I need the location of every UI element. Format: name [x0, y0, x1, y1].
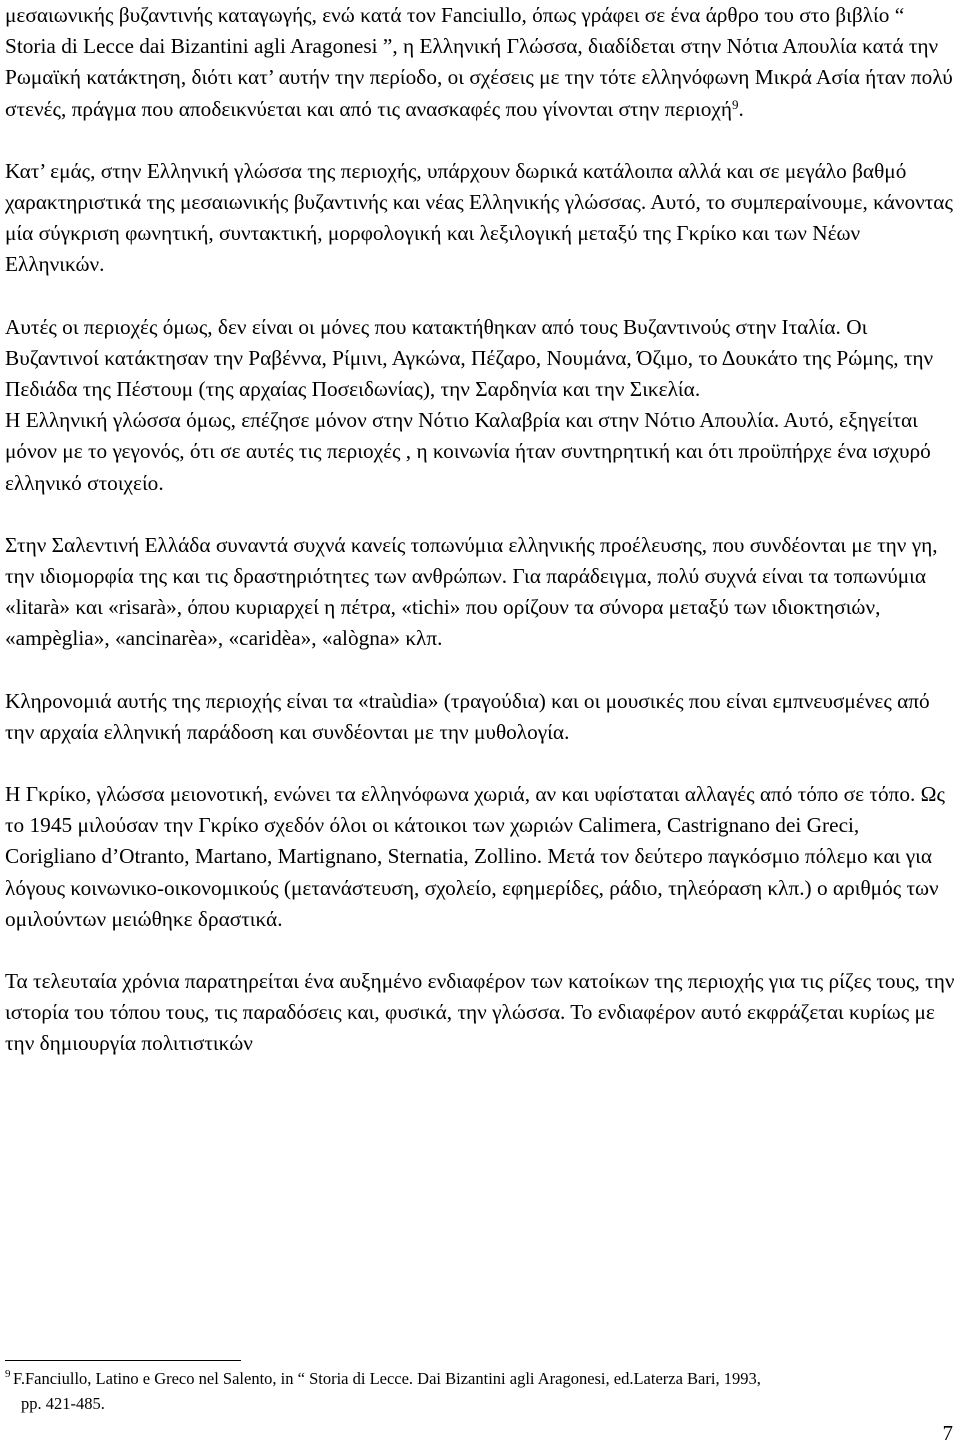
document-page	[5, 0, 955, 1413]
paragraph-1	[5, 0, 955, 125]
paragraph-4: Η Ελληνική γλώσσα όμως, επέζησε μόνον στην Νότιο Καλαβρία και στην Νότιο Απουλία. Αυτό, εξηγείται μόνον με το γεγονός, ότι σε αυτές τις περιοχές , η κοινωνία ήταν συντηρητική και ότι προϋπήρχε ένα ισχυρό ελληνικό στοιχείο.	[5, 408, 931, 495]
paragraph-5: Στην Σαλεντινή Ελλάδα συναντά συχνά κανείς τοπωνύμια ελληνικής προέλευσης, που συνδέονται με την γη, την ιδιομορφία της και τις δραστηριότητες των ανθρώπων. Για παράδειγμα, πολύ συχνά είναι τα τοπωνύμια «litarà» και «risarà», όπου κυριαρχεί η πέτρα, «tichi» που ορίζουν τα σύνορα μεταξύ των ιδιοκτησιών, «ampèglia», «ancinarèa», «caridèa», «alògna» κλπ.	[5, 532, 938, 651]
paragraph-6: Κληρονομιά αυτής της περιοχής είναι τα «traùdia» (τραγούδια) και οι μουσικές που είναι εμπνευσμένες από την αρχαία ελληνική παράδοση και συνδέονται με την μυθολογία.	[5, 688, 930, 744]
paragraph-2: Κατ’ εμάς, στην Ελληνική γλώσσα της περιοχής, υπάρχουν δωρικά κατάλοιπα αλλά και σε μεγάλο βαθμό χαρακτηριστικά της μεσαιωνικής βυζαντινής και νέας Ελληνικής γλώσσας. Αυτό, το συμπεραίνουμε, κάνοντας μία σύγκριση φωνητική, συντακτική, μορφολογική και λεξιλογική μεταξύ της Γκρίκο και των Νέων Ελληνικών.	[5, 158, 953, 277]
footnote-text-line-2: pp. 421-485.	[21, 1394, 105, 1413]
footnote-text-line-1: F.Fanciullo, Latino e Greco nel Salento, in “ Storia di Lecce. Dai Bizantini agli Aragonesi, ed.Laterza Bari, 1993,	[13, 1369, 761, 1388]
footnote	[5, 1366, 945, 1416]
paragraph-1-end: .	[738, 96, 744, 121]
paragraph-1-text: μεσαιωνικής βυζαντινής καταγωγής, ενώ κατά τον Fanciullo, όπως γράφει σε ένα άρθρο του στο βιβλίο “ Storia di Lecce dai Bizantini agli Aragonesi ”, η Ελληνική Γλώσσα, διαδίδεται στην Νότια Απουλία κατά την Ρωμαϊκή κατάκτηση, διότι κατ’ αυτήν την περίοδο, οι σχέσεις με την τότε ελληνόφωνη Μικρά Ασία ήταν πολύ στενές, πράγμα που αποδεικνύεται και από τις ανασκαφές που γίνονται στην περιοχή	[5, 3, 953, 121]
paragraph-7: Η Γκρίκο, γλώσσα μειονοτική, ενώνει τα ελληνόφωνα χωριά, αν και υφίσταται αλλαγές από τόπο σε τόπο. Ως το 1945 μιλούσαν την Γκρίκο σχεδόν όλοι οι κάτοικοι των χωριών Calimera, Castrignano dei Greci, Corigliano d’Otranto, Martano, Martignano, Sternatia, Zollino. Μετά τον δεύτερο παγκόσμιο πόλεμο και για λόγους κοινωνικο-οικονομικούς (μετανάστευση, σχολείο, εφημερίδες, ράδιο, τηλεόραση κλπ.) ο αριθμός των ομιλούντων μειώθηκε δραστικά.	[5, 782, 945, 931]
footnote-reference: 9	[731, 96, 739, 112]
footnote-divider	[5, 1360, 241, 1361]
footnote-number: 9	[5, 1368, 11, 1380]
page-number: 7	[942, 1421, 953, 1445]
paragraph-3: Αυτές οι περιοχές όμως, δεν είναι οι μόνες που κατακτήθηκαν από τους Βυζαντινούς στην Ιταλία. Οι Βυζαντινοί κατάκτησαν την Ραβέννα, Ρίμινι, Αγκώνα, Πέζαρο, Νουμάνα, Όζιμο, το Δουκάτο της Ρώμης, την Πεδιάδα της Πέστουμ (της αρχαίας Ποσειδωνίας), την Σαρδηνία και την Σικελία.	[5, 314, 934, 402]
paragraph-8: Τα τελευταία χρόνια παρατηρείται ένα αυξημένο ενδιαφέρον των κατοίκων της περιοχής για τις ρίζες τους, την ιστορία του τόπου τους, τις παραδόσεις και, φυσικά, την γλώσσα. Το ενδιαφέρον αυτό εκφράζεται κυρίως με την δημιουργία πολιτιστικών	[5, 969, 955, 1056]
